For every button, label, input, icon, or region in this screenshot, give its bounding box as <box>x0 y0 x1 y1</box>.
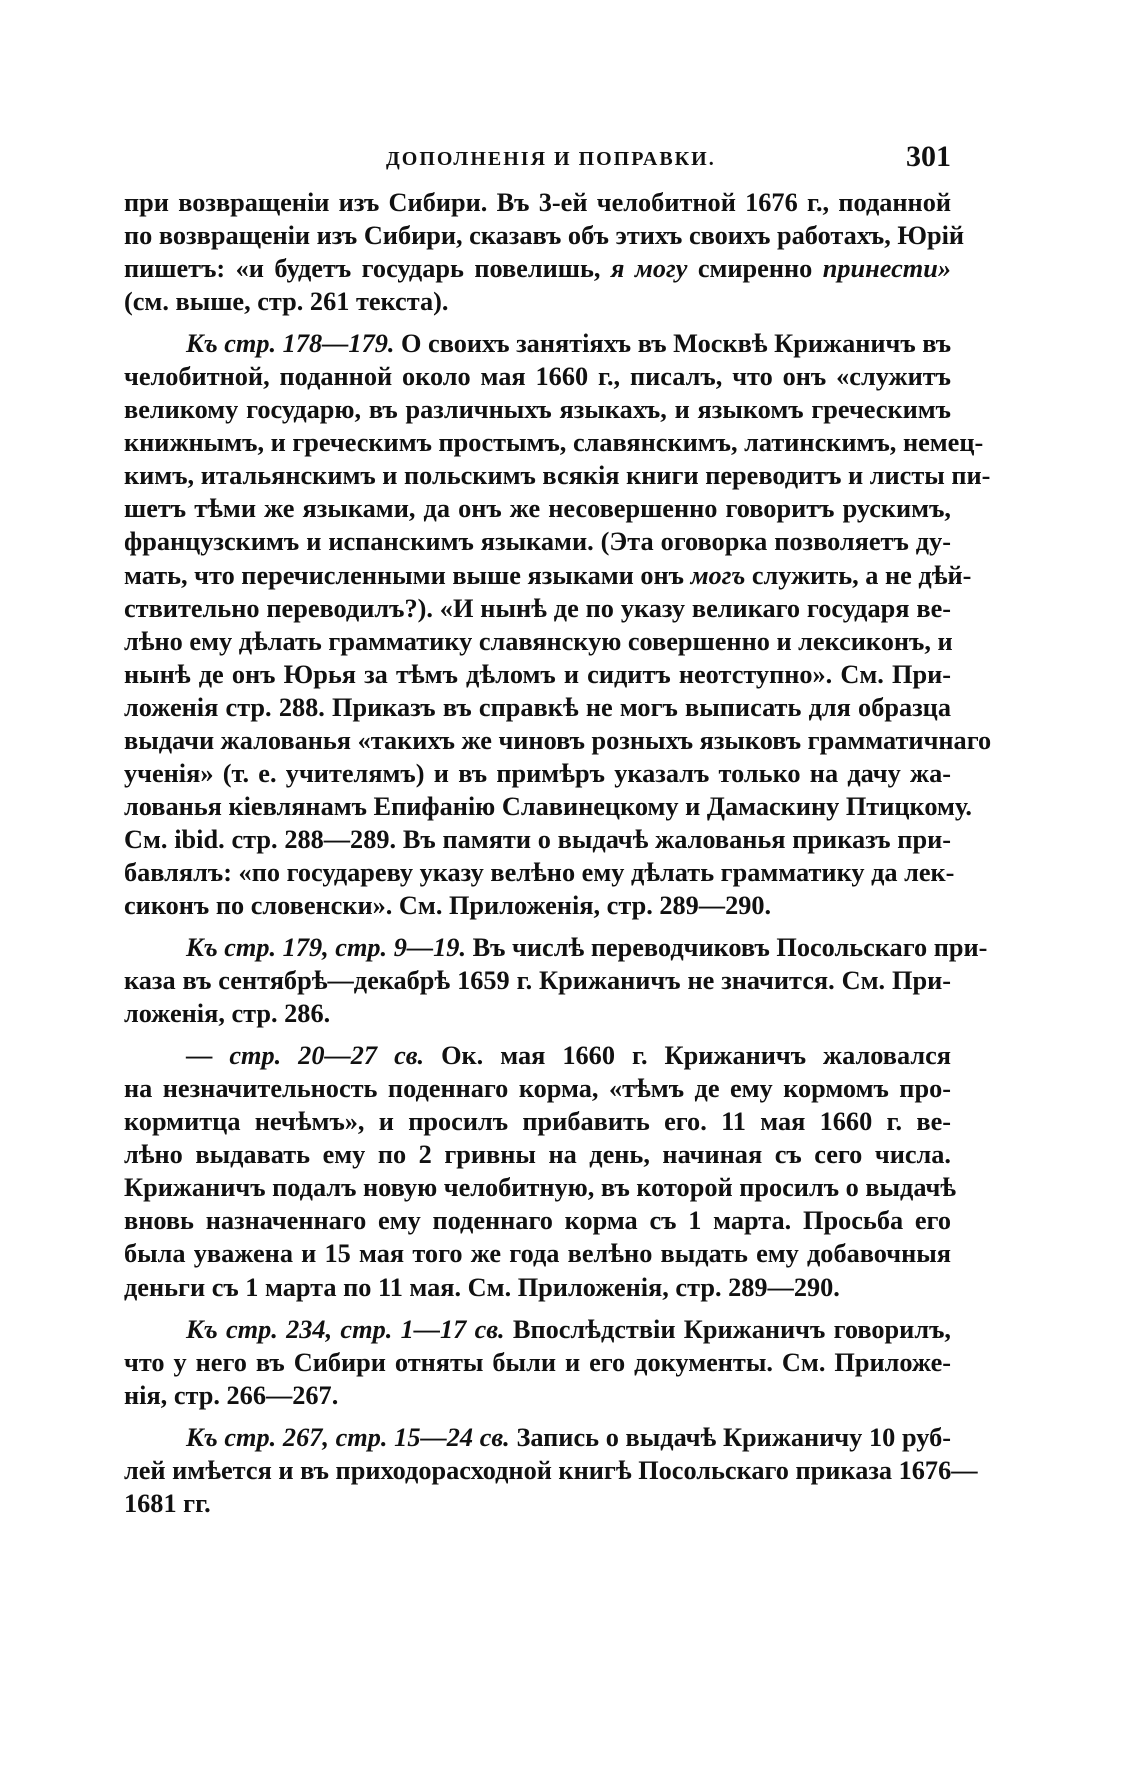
text-line <box>124 823 951 856</box>
text-line <box>124 997 951 1030</box>
text-run: при возвращеніи изъ Сибири. Въ 3-ей челобитной 1676 г., поданной <box>124 188 951 217</box>
text-run: лѣно выдавать ему по 2 гривны на день, начиная съ сего числа. <box>124 1140 951 1170</box>
text-run: стр. 20—27 св. <box>229 1041 425 1071</box>
paragraph <box>124 1039 957 1303</box>
text-line <box>124 790 972 823</box>
text-run: бавлялъ: «по государеву указу велѣно ему дѣлать грамматику да лек- <box>124 857 955 887</box>
text-run: Крижаничъ подалъ новую челобитную, въ которой просилъ о выдачѣ <box>124 1173 957 1203</box>
text-run: О своихъ занятіяхъ въ Москвѣ Крижаничъ въ <box>394 329 952 359</box>
text-line <box>124 525 951 558</box>
text-line <box>124 1237 951 1270</box>
text-line <box>124 592 951 625</box>
text-run: принести» <box>822 254 951 284</box>
text-run: Запись о выдачѣ Крижаничу 10 руб- <box>509 1422 951 1452</box>
text-run: по возвращеніи изъ Сибири, сказавъ объ этихъ своихъ работахъ, Юрій <box>124 221 965 251</box>
text-run: Ок. мая 1660 г. Крижаничъ жаловался <box>424 1041 951 1071</box>
text-line <box>124 1271 951 1304</box>
paragraph-gap <box>124 318 951 327</box>
paragraph-gap <box>124 922 951 931</box>
text-run: книжнымъ, и греческимъ простымъ, славянскимъ, латинскимъ, немец- <box>124 428 984 458</box>
text-line <box>124 1204 951 1237</box>
text-run: деньги съ 1 марта по 11 мая. См. Приложенія, стр. 289—290. <box>124 1272 840 1302</box>
text-run: ствительно переводилъ?). «И нынѣ де по указу великаго государя ве- <box>124 593 951 623</box>
text-line <box>124 1421 951 1454</box>
paragraph <box>124 186 965 318</box>
text-line <box>124 1138 951 1171</box>
text-line <box>124 393 951 426</box>
paragraph <box>124 327 992 922</box>
text-run: Къ стр. 267, стр. 15—24 св. <box>186 1422 510 1452</box>
text-line <box>124 426 984 459</box>
text-run: Въ числѣ переводчиковъ Посольскаго при- <box>466 933 988 963</box>
text-line <box>124 964 951 997</box>
text-run: (см. выше, стр. 261 текста). <box>124 287 449 317</box>
text-line <box>124 757 951 790</box>
paragraph <box>124 1421 978 1520</box>
text-line <box>124 186 951 219</box>
text-line <box>124 219 965 252</box>
text-run: шетъ тѣми же языками, да онъ же несовершенно говоритъ рускимъ, <box>124 494 951 524</box>
page-number: 301 <box>906 140 951 173</box>
text-run: кимъ, итальянскимъ и польскимъ всякія книги переводитъ и листы пи- <box>124 461 991 491</box>
text-run: челобитной, поданной около мая 1660 г., писалъ, что онъ «служитъ <box>124 362 951 392</box>
paragraph-gap <box>124 1030 951 1039</box>
running-head <box>124 140 951 180</box>
text-run: сиконъ по словенски». См. Приложенія, стр. 289—290. <box>124 890 772 920</box>
text-run: — <box>186 1041 230 1071</box>
running-title: ДОПОЛНЕНІЯ И ПОПРАВКИ. <box>386 148 716 170</box>
text-run: Къ стр. 178—179. <box>186 329 395 359</box>
text-run: выдачи жалованья «такихъ же чиновъ розныхъ языковъ грамматичнаго <box>124 725 992 755</box>
text-run: нынѣ де онъ Юрья за тѣмъ дѣломъ и сидитъ неотступно». См. При- <box>124 659 951 689</box>
text-run: смиренно <box>687 254 823 284</box>
text-line <box>124 1072 951 1105</box>
text-run: служить, а не дѣй- <box>745 560 972 590</box>
text-line <box>124 658 951 691</box>
paragraph-gap <box>124 1304 951 1313</box>
text-run: что у него въ Сибири отняты были и его документы. См. Приложе- <box>124 1347 951 1377</box>
text-run: мать, что перечисленными выше языками онъ <box>124 560 691 590</box>
text-run: лей имѣется и въ приходорасходной книгѣ Посольскаго приказа 1676— <box>124 1455 978 1485</box>
text-run: ученія» (т. е. учителямъ) и въ примѣръ указалъ только на дачу жа- <box>124 758 951 788</box>
text-run: была уважена и 15 мая того же года велѣно выдать ему добавочныя <box>124 1239 951 1269</box>
text-run: См. ibid. стр. 288—289. Въ памяти о выдачѣ жалованья приказъ при- <box>124 824 951 854</box>
text-line <box>124 1171 957 1204</box>
text-line <box>124 559 972 592</box>
text-line <box>124 931 988 964</box>
text-line <box>124 327 951 360</box>
paragraph <box>124 1313 951 1412</box>
paragraph <box>124 931 988 1030</box>
text-run: французскимъ и испанскимъ языками. (Эта оговорка позволяетъ ду- <box>124 527 951 557</box>
text-line <box>124 1487 951 1520</box>
text-line <box>124 889 951 922</box>
text-line <box>124 1105 951 1138</box>
text-run: Къ стр. 234, стр. 1—17 св. <box>186 1314 505 1344</box>
text-run: на незначительность поденнаго корма, «тѣмъ де ему кормомъ про- <box>124 1074 951 1104</box>
text-line <box>124 1039 951 1072</box>
body-text <box>124 186 992 1520</box>
text-run: 1681 гг. <box>124 1488 211 1518</box>
text-run: ложенія стр. 288. Приказъ въ справкѣ не могъ выписать для образца <box>124 692 951 722</box>
text-line <box>124 691 951 724</box>
text-run: нія, стр. 266—267. <box>124 1380 339 1410</box>
text-run: Впослѣдствіи Крижаничъ говорилъ, <box>504 1314 951 1344</box>
text-line <box>124 1454 978 1487</box>
text-run: кормитца нечѣмъ», и просилъ прибавить его. 11 мая 1660 г. ве- <box>124 1107 951 1137</box>
text-line <box>124 360 951 393</box>
text-line <box>124 492 951 525</box>
text-run: каза въ сентябрѣ—декабрѣ 1659 г. Крижаничъ не значится. См. При- <box>124 966 951 996</box>
text-run: лованья кіевлянамъ Епифанію Славинецкому и Дамаскину Птицкому. <box>124 791 972 821</box>
text-run: Къ стр. 179, стр. 9—19. <box>186 933 467 963</box>
text-line <box>124 625 951 658</box>
text-run: пишетъ: «и будетъ государь повелишь, <box>124 254 611 284</box>
text-run: ложенія, стр. 286. <box>124 999 331 1029</box>
text-run: вновь назначеннаго ему поденнаго корма съ 1 марта. Просьба его <box>124 1206 951 1236</box>
text-line <box>124 285 951 318</box>
text-line <box>124 856 955 889</box>
text-run: великому государю, въ различныхъ языкахъ, и языкомъ греческимъ <box>124 395 951 425</box>
text-run: я могу <box>610 254 688 284</box>
text-run: лѣно ему дѣлать грамматику славянскую совершенно и лексиконъ, и <box>124 626 953 656</box>
text-run: могъ <box>690 560 746 590</box>
text-line <box>124 459 991 492</box>
paragraph-gap <box>124 1412 951 1421</box>
text-line <box>124 1346 951 1379</box>
text-line <box>124 724 992 757</box>
text-line <box>124 1379 951 1412</box>
text-line <box>124 252 951 285</box>
text-line <box>124 1313 951 1346</box>
